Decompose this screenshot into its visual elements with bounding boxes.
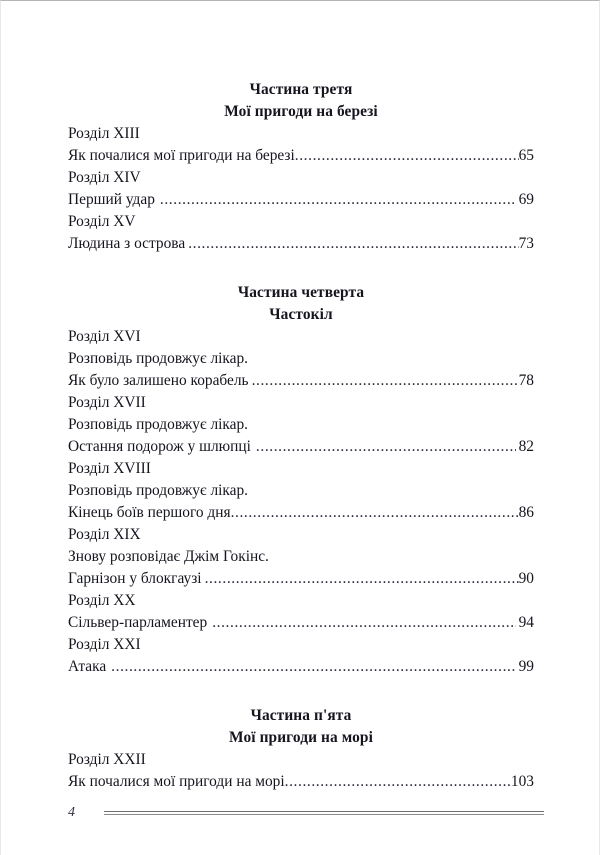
toc-chapter-label: Розділ XVIII xyxy=(68,460,151,477)
toc-entry-page-number: 73 xyxy=(518,235,534,252)
toc-chapter-note: Розповідь продовжує лікар. xyxy=(68,350,249,367)
toc-dot-leader xyxy=(285,771,511,793)
page-footer xyxy=(68,805,544,821)
toc-dot-leader xyxy=(231,502,519,524)
toc-entry-page-number: 82 xyxy=(518,438,534,455)
toc-entry[interactable] xyxy=(68,656,534,678)
toc-chapter-label: Розділ XIII xyxy=(68,125,140,142)
toc-entry[interactable] xyxy=(68,436,534,458)
toc-entry-title: Як почалися мої пригоди на березі xyxy=(68,147,295,164)
toc-chapter-label: Розділ XX xyxy=(68,592,136,609)
toc-chapter-label: Розділ XVII xyxy=(68,394,146,411)
part-subheading: Мої пригоди на морі xyxy=(229,728,373,746)
toc-entry-title: Як почалися мої пригоди на морі xyxy=(68,773,285,790)
toc-entry-title: Атака xyxy=(68,658,107,675)
toc-entry[interactable] xyxy=(68,771,534,793)
toc-entry-page-number: 69 xyxy=(518,191,534,208)
toc-chapter-label: Розділ XXII xyxy=(68,751,146,768)
toc-chapter-label: Розділ XVI xyxy=(68,328,141,345)
toc-entry-page-number: 90 xyxy=(518,570,534,587)
part-subheading: Мої пригоди на березі xyxy=(224,102,378,120)
toc-part xyxy=(68,282,534,678)
toc-chapter-note: Розповідь продовжує лікар. xyxy=(68,416,249,433)
part-subheading: Частокіл xyxy=(269,305,333,323)
toc-entry-title: Людина з острова xyxy=(68,235,186,252)
toc-chapter-label: Розділ XIV xyxy=(68,169,141,186)
toc-dot-leader xyxy=(212,612,515,634)
toc-entry-title: Перший удар xyxy=(68,191,155,208)
toc-entry[interactable] xyxy=(68,233,534,255)
toc-dot-leader xyxy=(252,370,519,392)
part-heading: Частина третя xyxy=(249,81,353,98)
toc-entry-page-number: 103 xyxy=(510,773,534,790)
part-heading: Частина п'ята xyxy=(250,707,352,724)
toc-part xyxy=(68,705,534,793)
toc-chapter-label: Розділ XXI xyxy=(68,636,141,653)
toc-entry[interactable] xyxy=(68,568,534,590)
toc-entry[interactable] xyxy=(68,612,534,634)
toc-entry[interactable] xyxy=(68,370,534,392)
toc-entry-page-number: 65 xyxy=(518,147,534,164)
toc-dot-leader xyxy=(160,189,516,211)
toc-part xyxy=(68,79,534,255)
toc-dot-leader xyxy=(295,145,519,167)
toc-entry-title: Кінець боїв першого дня xyxy=(68,504,231,521)
table-of-contents xyxy=(68,79,534,793)
toc-entry-page-number: 78 xyxy=(518,372,534,389)
toc-chapter-note: Розповідь продовжує лікар. xyxy=(68,482,249,499)
toc-chapter-label: Розділ XV xyxy=(68,213,136,230)
toc-entry[interactable] xyxy=(68,189,534,211)
toc-entry-title: Сільвер-парламентер xyxy=(68,614,208,631)
toc-dot-leader xyxy=(111,656,515,678)
toc-dot-leader xyxy=(256,436,516,458)
part-heading: Частина четверта xyxy=(237,284,365,301)
toc-entry[interactable] xyxy=(68,502,534,524)
footer-divider-rule xyxy=(104,811,544,815)
toc-entry[interactable] xyxy=(68,145,534,167)
toc-entry-title: Як було залишено корабель xyxy=(68,372,249,389)
folio-number: 4 xyxy=(68,805,75,820)
toc-entry-page-number: 99 xyxy=(518,658,534,675)
toc-entry-title: Гарнізон у блокгаузі xyxy=(68,570,202,587)
toc-entry-page-number: 94 xyxy=(518,614,534,631)
toc-entry-title: Остання подорож у шлюпці xyxy=(68,438,251,455)
toc-entry-page-number: 86 xyxy=(518,504,534,521)
toc-dot-leader xyxy=(188,233,518,255)
toc-dot-leader xyxy=(205,568,519,590)
toc-chapter-label: Розділ XIX xyxy=(68,526,141,543)
toc-chapter-note: Знову розповідає Джім Гокінс. xyxy=(68,548,269,565)
